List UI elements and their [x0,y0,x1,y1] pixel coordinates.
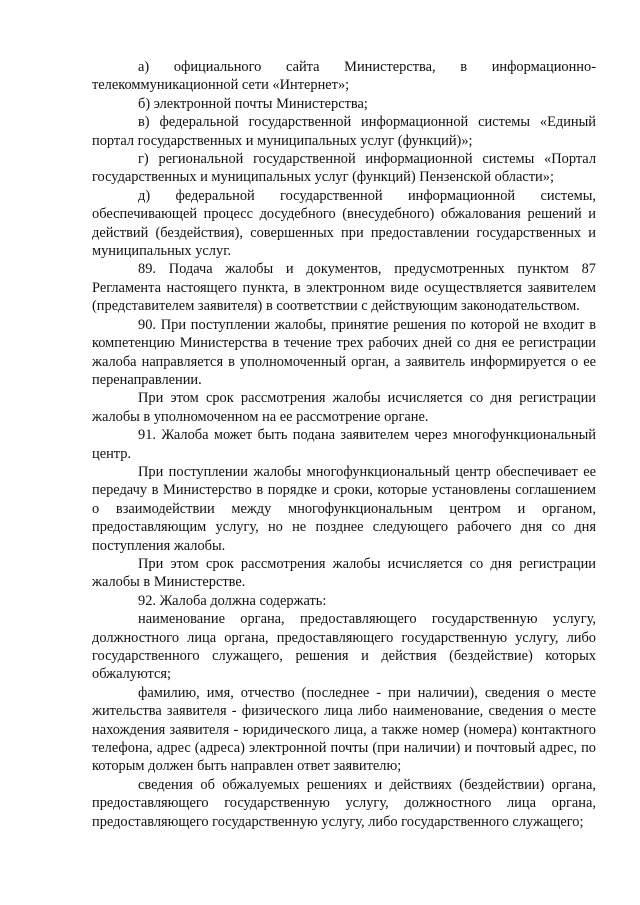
paragraph-clause-92-organ: наименование органа, предоставляющего государственную услугу, должностного лица органа, предоставляющего государственную услугу, либо государственного служащего, решения и действия (бездействие) которых обжалуются; [92,611,596,683]
paragraph-clause-91-transfer: При поступлении жалобы многофункциональный центр обеспечивает ее передачу в Министерство в порядке и сроки, которые установлены соглашением о взаимодействии между многофункциональным центром и органом, предоставляющим услугу, но не позднее следующего рабочего дня со дня поступления жалобы. [92,463,596,554]
paragraph-item-g: г) региональной государственной информационной системы «Портал государственных и муниципальных услуг (функций) Пензенской области»; [92,151,596,186]
paragraph-clause-90: 90. При поступлении жалобы, принятие решения по которой не входит в компетенцию Министерства в течение трех рабочих дней со дня ее регистрации жалоба направляется в уполномоченный орган, а заявитель информируется о ее перенаправлении. [92,316,596,388]
paragraph-clause-89: 89. Подача жалобы и документов, предусмотренных пунктом 87 Регламента настоящего пункта, в электронном виде осуществляется заявителем (представителем заявителя) в соответствии с действующим законодательством. [92,261,596,315]
paragraph-item-d: д) федеральной государственной информационной системы, обеспечивающей процесс досудебного (внесудебного) обжалования решений и действий (бездействия), совершенных при предоставлении государственных и муниципальных услуг. [92,187,596,260]
paragraph-clause-92: 92. Жалоба должна содержать: [138,592,327,609]
paragraph-item-a: а) официального сайта Министерства, в информационно-телекоммуникационной сети «Интернет»; [92,59,596,94]
paragraph-clause-92-decisions: сведения об обжалуемых решениях и действиях (бездействии) органа, предоставляющего государственную услугу, должностного лица органа, предоставляющего государственную услугу, либо государственного служащего; [92,776,596,830]
paragraph-clause-91-term: При этом срок рассмотрения жалобы исчисляется со дня регистрации жалобы в Министерстве. [92,555,596,591]
document-page [92,58,596,831]
paragraph-clause-92-applicant: фамилию, имя, отчество (последнее - при наличии), сведения о месте жительства заявителя - физического лица либо наименование, сведения о месте нахождения заявителя - юридического лица, а также номер (номера) контактного телефона, адрес (адреса) электронной почты (при наличии) и почтовый адрес, по которым должен быть направлен ответ заявителю; [92,684,596,775]
paragraph-clause-90-term: При этом срок рассмотрения жалобы исчисляется со дня регистрации жалобы в уполномоченном на ее рассмотрение органе. [92,390,596,425]
paragraph-clause-91: 91. Жалоба может быть подана заявителем через многофункциональный центр. [92,427,596,462]
paragraph-item-v: в) федеральной государственной информационной системы «Единый портал государственных и муниципальных услуг (функций)»; [92,114,596,149]
paragraph-item-b: б) электронной почты Министерства; [138,95,368,112]
